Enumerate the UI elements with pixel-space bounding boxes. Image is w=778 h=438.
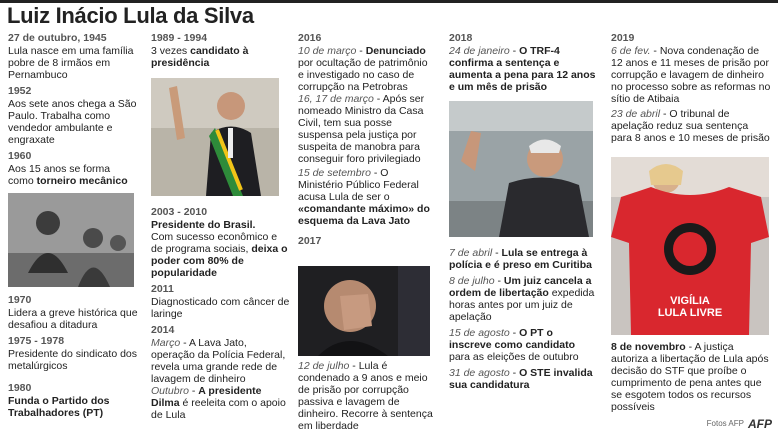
- shirt-slogan: [611, 295, 769, 319]
- event-year: 2003 - 2010: [151, 206, 208, 218]
- event-text-part: Com sucesso econômico e de programa sociais,: [151, 231, 278, 255]
- event-text: Presidente do sindicato dos metalúrgicos: [8, 348, 137, 372]
- column-5: [611, 30, 771, 144]
- event-text-bold: «comandante máximo» do esquema da Lava Jato: [298, 203, 430, 227]
- event-text: 15 de agosto - O PT o inscreve como candidato para as eleições de outubro: [449, 327, 579, 363]
- event-text-bold: A presidente Dilma: [151, 385, 262, 409]
- event-year: 2016: [298, 32, 322, 44]
- column-3-lower: [298, 360, 436, 432]
- event-year: 1960: [8, 150, 32, 162]
- event-text-part: - Nova condenação de 12 anos e 11 meses de prisão por corrupção e lavagem de dinheiro no processo sobre as reformas no sítio de Atibaia: [611, 45, 771, 105]
- event-date: 23 de abril: [611, 108, 661, 120]
- event-text: [151, 231, 291, 279]
- column-1-lower: [8, 292, 138, 419]
- event-year: 2011: [151, 283, 174, 295]
- event-date-bold: 8 de novembro: [611, 341, 686, 353]
- event-text: [151, 337, 291, 385]
- event-year: 1952: [8, 85, 32, 97]
- shirt-line-2: LULA LIVRE: [657, 307, 723, 319]
- event-date: 27 de outubro, 1945: [8, 32, 107, 44]
- event-text: Aos sete anos chega a São Paulo. Trabalha como vendedor ambulante e engraxate: [8, 98, 137, 146]
- event-text: 24 de janeiro - O TRF-4 confirma a sentença e aumenta a pena para 12 anos e um mês de prisão: [449, 45, 596, 93]
- photo-credit: Fotos AFP: [706, 419, 744, 428]
- event-text-part: para as eleições de outubro: [449, 351, 579, 363]
- event-text: 7 de abril - Lula se entrega à polícia e é preso em Curitiba: [449, 247, 592, 271]
- event-text: 10 de março - Denunciado por ocultação de patrimônio e investigado no caso de corrupção na Petrobras: [298, 45, 428, 93]
- column-5-lower: [611, 341, 771, 413]
- column-4-lower: [449, 247, 597, 391]
- event-date: Março: [151, 337, 181, 349]
- event-text-part: - Após ser nomeado Ministro da Casa Civil, tem sua posse suspensa pela justiça por suspeita de manobra para conseguir foro privilegiado: [298, 93, 425, 165]
- event-text-bold: torneiro mecânico: [36, 175, 128, 187]
- event-text-bold: deixa o poder com 80% de popularidade: [151, 243, 288, 279]
- event-text-part: - A Lava Jato, operação da Polícia Federal, revela uma grande rede de lavagem de dinheiro: [151, 337, 286, 385]
- event-text-part: 3 vezes: [151, 45, 191, 57]
- event-text-part: - Lula é condenado a 9 anos e meio de prisão por corrupção passiva e lavagem de dinheiro. Recorre à sentença em liberdade: [298, 360, 433, 432]
- event-text: [298, 167, 436, 227]
- event-year: 1989 - 1994: [151, 32, 208, 44]
- event-year: 2017: [298, 235, 322, 247]
- event-date: 31 de agosto: [449, 367, 510, 379]
- event-text: 31 de agosto - O STE invalida sua candidatura: [449, 367, 593, 391]
- event-text-part: é reeleita com o apoio de Lula: [151, 397, 286, 421]
- event-text: Lidera a greve histórica que desafiou a ditadura: [8, 307, 138, 331]
- event-date: 10 de março: [298, 45, 357, 57]
- event-date: 12 de julho: [298, 360, 350, 372]
- event-date: 15 de setembro: [298, 167, 371, 179]
- event-text-bold: Um juiz cancela a ordem de libertação: [449, 275, 592, 299]
- event-text: Lula nasce em uma família pobre de 8 irmãos em Pernambuco: [8, 45, 134, 81]
- column-3: [298, 30, 436, 248]
- photo-lula-waving: [449, 101, 593, 237]
- event-text: [611, 341, 771, 413]
- event-text-part: - O Ministério Público Federal acusa Lula de ser o: [298, 167, 419, 203]
- event-date: 8 de julho: [449, 275, 495, 287]
- event-text: [611, 108, 771, 144]
- event-year: 2014: [151, 324, 175, 336]
- event-text: [8, 163, 138, 187]
- event-text-part: Aos 15 anos se forma como: [8, 163, 111, 187]
- column-4: [449, 30, 597, 93]
- event-date: 15 de agosto: [449, 327, 510, 339]
- event-date: 16, 17 de março: [298, 93, 374, 105]
- event-title: Presidente do Brasil.: [151, 219, 256, 231]
- event-year: 2018: [449, 32, 473, 44]
- event-text-bold: Denunciado: [365, 45, 426, 57]
- event-text-bold: candidato à presidência: [151, 45, 249, 69]
- event-text: [611, 45, 771, 105]
- column-2: [151, 30, 291, 69]
- event-text: [151, 385, 291, 421]
- event-text-part: expedida horas antes por um juiz de apelação: [449, 287, 595, 323]
- afp-logo: AFP: [748, 417, 772, 431]
- event-year: 1975 - 1978: [8, 335, 65, 347]
- column-2-lower: [151, 204, 291, 421]
- event-text: 8 de julho - Um juiz cancela a ordem de libertação expedida horas antes por um juiz de apelação: [449, 275, 595, 323]
- event-date: Outubro: [151, 385, 189, 397]
- event-text: [298, 360, 436, 432]
- event-year: 1980: [8, 382, 32, 394]
- page-title: Luiz Inácio Lula da Silva: [7, 3, 254, 28]
- event-text: [298, 93, 436, 165]
- photo-vigilia-shirt: [611, 157, 769, 335]
- photo-lula-hand-face: [298, 266, 430, 356]
- event-text: Diagnosticado com câncer de laringe: [151, 296, 290, 320]
- event-text-bold: O PT o inscreve como candidato: [449, 327, 576, 351]
- event-text: Funda o Partido dos Trabalhadores (PT): [8, 395, 110, 419]
- event-text-part: -: [188, 385, 199, 397]
- event-date: 24 de janeiro: [449, 45, 510, 57]
- event-text-part: - A justiça autoriza a libertação de Lula após decisão do STF que proíbe o cumprimento de pena antes que se esgotem todos os recursos possíveis: [611, 341, 769, 413]
- event-year: 2019: [611, 32, 635, 44]
- event-text-part: por ocultação de patrimônio e investigado no caso de corrupção na Petrobras: [298, 57, 428, 93]
- photo-lula-sash: [151, 78, 279, 196]
- event-text-bold: O STE invalida sua candidatura: [449, 367, 593, 391]
- event-text: [151, 45, 291, 69]
- event-text-bold: O TRF-4 confirma a sentença e aumenta a pena para 12 anos e um mês de prisão: [449, 45, 596, 93]
- event-text-part: - O tribunal de apelação reduz sua sentença para 8 anos e 10 meses de prisão: [611, 108, 770, 144]
- photo-young-lula: [8, 193, 134, 287]
- event-date: 6 de fev.: [611, 45, 651, 57]
- shirt-line-1: VIGÍLIA: [670, 295, 710, 307]
- event-date: 7 de abril: [449, 247, 493, 259]
- column-1: [8, 30, 138, 187]
- event-year: 1970: [8, 294, 32, 306]
- event-text-bold: Lula se entrega à polícia e é preso em Curitiba: [449, 247, 592, 271]
